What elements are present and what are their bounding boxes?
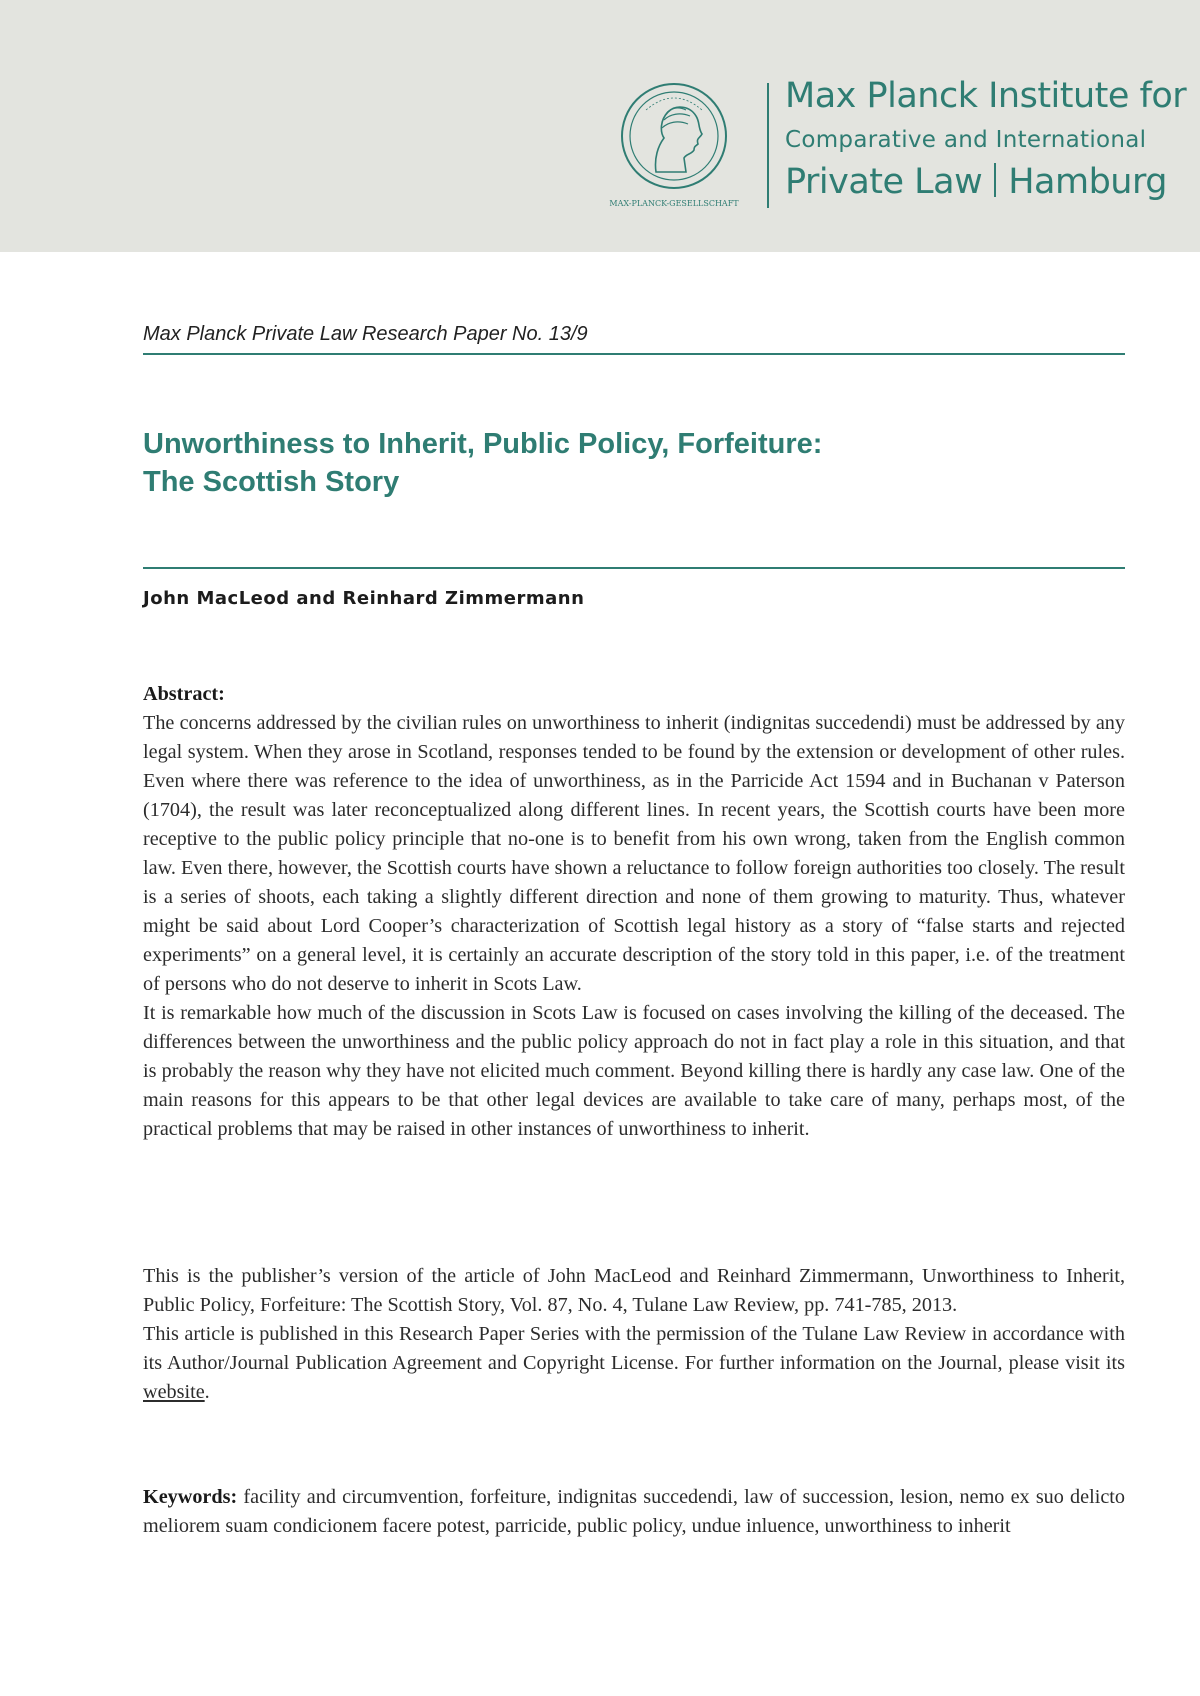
header-banner (0, 0, 1200, 252)
keywords-list: facility and circumvention, forfeiture, indignitas succedendi, law of succession, lesion, nemo ex suo delicto meliorem suam condicionem facere potest, parricide, public policy, undue inluence, unworthiness to inherit (143, 1486, 1125, 1537)
publisher-paragraph-2 (143, 1320, 1125, 1407)
abstract-paragraph-2: It is remarkable how much of the discussion in Scots Law is focused on cases involving the killing of the deceased. The differences between the unworthiness and the public policy approach do not in fact play a role in this situation, and that is probably the reason why they have not elicited much comment. Beyond killing there is hardly any case law. One of the main reasons for this appears to be that other legal devices are available to take care of many, perhaps most, of the practical problems that may be raised in other instances of unworthiness to inherit. (143, 1002, 1125, 1140)
institute-name-line2: Comparative and International (785, 127, 1147, 153)
keywords-paragraph (143, 1483, 1125, 1541)
paper-title-line2: The Scottish Story (143, 466, 400, 498)
paper-title-line1: Unworthiness to Inherit, Public Policy, Forfeiture: (143, 428, 823, 460)
paper-title (143, 425, 822, 501)
website-link[interactable]: website (143, 1381, 205, 1403)
abstract-heading: Abstract: (143, 683, 225, 705)
publisher-paragraph-1: This is the publisher’s version of the article of John MacLeod and Reinhard Zimmermann, Unworthiness to Inherit, Public Policy, Forfeiture: The Scottish Story, Vol. 87, No. 4, Tulane Law Review, pp. 741-785, 2013. (143, 1265, 1125, 1316)
series-label: Max Planck Private Law Research Paper No. 13/9 (143, 323, 588, 345)
abstract-paragraph-1: The concerns addressed by the civilian rules on unworthiness to inherit (indignitas succedendi) must be addressed by any legal system. When they arose in Scotland, responses tended to be found by the extension or development of other rules. Even where there was reference to the idea of unworthiness, as in the Parricide Act 1594 and in Buchanan v Paterson (1704), the result was later reconceptualized along different lines. In recent years, the Scottish courts have been more receptive to the public policy principle that no-one is to benefit from his own wrong, taken from the English common law. Even there, however, the Scottish courts have shown a reluctance to follow foreign authorities too closely. The result is a series of shoots, each taking a slightly different direction and none of them growing to maturity. Thus, whatever might be said about Lord Cooper’s characterization of Scottish legal history as a story of “false starts and rejected experiments” on a general level, it is certainly an accurate description of the story told in this paper, i.e. of the treatment of persons who do not deserve to inherit in Scots Law. (143, 712, 1125, 995)
publisher-text: This article is published in this Research Paper Series with the permission of the Tulane Law Review in accordance with its Author/Journal Publication Agreement and Copyright License. For further information on the Journal, please visit its (143, 1323, 1125, 1374)
authors: John MacLeod and Reinhard Zimmermann (143, 588, 585, 609)
institute-city: Hamburg (1008, 162, 1167, 202)
institute-separator (994, 163, 996, 197)
max-planck-seal-logo (609, 80, 739, 210)
institute-name-line3 (785, 162, 1167, 202)
publisher-note (143, 1262, 1125, 1407)
title-rule (143, 567, 1125, 569)
top-rule (143, 353, 1125, 355)
keywords-label: Keywords: (143, 1486, 238, 1508)
institute-name-line1: Max Planck Institute for (785, 76, 1187, 116)
institute-private-law: Private Law (785, 162, 983, 202)
keywords-section (143, 1483, 1125, 1541)
abstract-section (143, 680, 1125, 1144)
publisher-text-end: . (204, 1381, 210, 1403)
header-divider (767, 83, 769, 208)
seal-caption: MAX-PLANCK-GESELLSCHAFT (609, 199, 739, 208)
